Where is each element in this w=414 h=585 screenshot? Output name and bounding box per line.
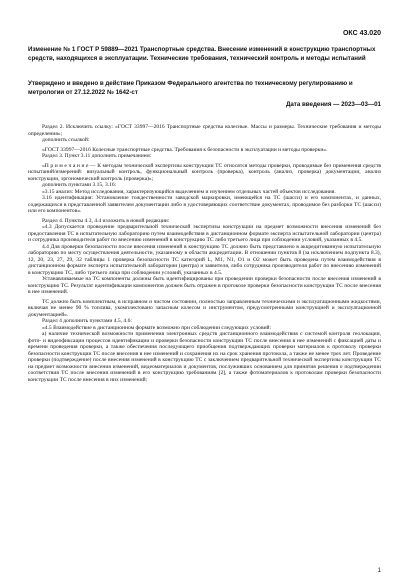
approval-statement: Утверждено и введено в действие Приказом Федерального агентства по техническому регулированию и метрологии от 27.12.2022 № 1642-ст — [28, 80, 353, 96]
body-paragraph: Устанавливаемые на ТС компоненты должны быть идентифицированы при проведении проверки безопасности после внесения изменений в конструкцию ТС. Результат идентификации компонентов должен быть отражен в протоколе проверки безопасности конструкции ТС после внесения в нее изменений. — [28, 276, 381, 295]
body-paragraph: а) наличие технической возможности применения электронных средств дистанционного взаимодействия с системой контроля геолокации, фото- и видеофиксации процессов идентификации и проверки безопасности конструкции ТС после внесения в нее изменений с фиксацией даты и времени проведения проверки, а также обеспечения последующего приобщения подтверждающих проверки материалов к протоколу проверки безопасности конструкции ТС после внесения в нее изменений и сохранения их на срок хранения протокола, а также не менее трех лет. Проведение проверки (подтверждение) после внесения изменений в конструкцию ТС с заключением предварительной технической экспертизы конструкции ТС на предмет возможности внесения изменений, видеоматериалов и документов, послуживших основанием для принятия решения о подтверждении соответствия ТС после внесения изменений в его конструкцию требованиям [2], а также фотоматериалов к протоколам проверки безопасности конструкции ТС после внесения в них изменений; — [28, 331, 381, 383]
oks-code: ОКС 43.020 — [342, 30, 381, 37]
body-paragraph: 4.4 Для проверки безопасности после внесения изменений в конструкцию ТС должно быть представлено в аккредитованную испытательную лабораторию по месту осуществления деятельности, указанному в области аккредитации. В отношении пунктов 8 (за исключением подпункта 8.3), 12, 20, 23, 27, 29, 32 таблицы 1 проверка безопасности ТС категорий L, M1, N1, O1 и O2 может быть проведена путем взаимодействия в дистанционном формате эксперта испытательной лаборатории (центра) и заявителя, либо сотрудника производителя работ по внесению изменений в конструкцию ТС, либо третьего лица при соблюдении условий, указанных в 4.5. — [28, 243, 381, 276]
body-paragraph: «4.5 Взаимодействие в дистанционном формате возможно при соблюдении следующих условий: — [42, 324, 272, 331]
body-paragraph: «3.15 анализ: Метод исследования, характеризующийся выделением и изучением отдельных частей объектов исследования. — [42, 188, 336, 195]
body-paragraph: «ГОСТ 33997—2016 Колесные транспортные средства. Требования к безопасности в эксплуатации и методы проверки». — [42, 146, 328, 153]
body-paragraph: дополнить пунктами 3.15, 3.16: — [42, 182, 117, 188]
document-body — [28, 121, 381, 383]
body-paragraph: Раздел 4 дополнить пунктами 4.5, 4.6: — [42, 318, 132, 324]
body-paragraph: Раздел 3. Пункт 3.11 дополнить примечанием: — [42, 153, 152, 159]
body-paragraph: «4.3 Допускается проведение предварительной технической экспертизы конструкции на предмет возможности внесения изменений без предоставления ТС в испытательную лабораторию путем взаимодействия в дистанционном формате эксперта испытательной лаборатории (центра) и сотрудника производителя работ по внесению изменений в конструкцию ТС либо третьего лица при соблюдении условий, указанных в 4.5. — [28, 224, 381, 243]
page-number: 1 — [377, 568, 381, 574]
effective-date: Дата введения — 2023—03—01 — [285, 101, 381, 108]
amendment-title: Изменение № 1 ГОСТ Р 59889—2021 Транспортные средства. Внесение изменений в конструкцию транспортных средств, находящихся в эксплуатации. Технические требования, технический контроль и методы испытаний — [28, 46, 376, 62]
body-paragraph: ТС должно быть комплектным, в исправном и чистом состоянии, полностью заправленным техническими и эксплуатационными жидкостями, включая не менее 90 % топлива, укомплектовано запасным колесом и инструментом, предусмотренными конструкцией и эксплуатационной документацией». — [28, 298, 381, 318]
body-paragraph: Раздел 2. Исключить ссылку: «ГОСТ 33997—2016 Транспортные средства колесные. Массы и размеры. Технические требования и методы определения»; — [28, 124, 381, 137]
body-paragraph: «П р и м е ч а н и е — К методам технической экспертизы конструкции ТС относятся методы проверки, проводимые без применения средств испытаний/измерений: визуальный контроль, функциональный контроль (проверка), контроль (анализ, проверка) документации, анализ конструкции, эргономический контроль (проверка)»; — [28, 162, 381, 182]
body-paragraph: Раздел 4. Пункты 4.3, 4.4 изложить в новой редакции: — [42, 217, 170, 224]
body-paragraph: дополнить ссылкой: — [42, 137, 90, 143]
body-paragraph: 3.16 идентификация: Установление тождественности заводской маркировки, имеющейся на ТС (шасси) и его компонентах, и данных, содержащихся в представленной заявителем документации либо в удостоверяющих соответствие документах, проводимое без разборки ТС (шасси) или его компонентов». — [28, 195, 381, 214]
